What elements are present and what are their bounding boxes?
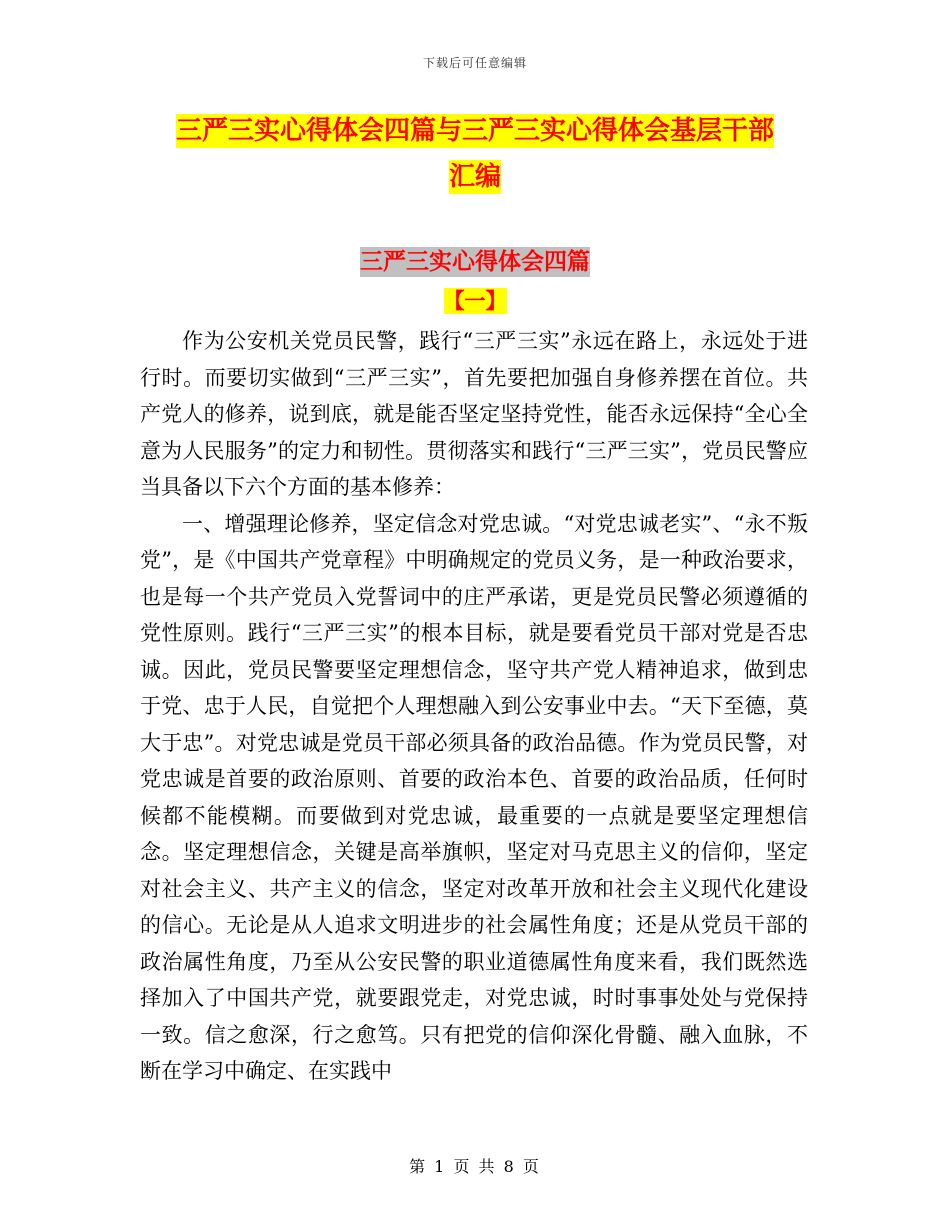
- document-title-text-1: 三严三实心得体会四篇与三严三实心得体会基层干部: [175, 116, 774, 146]
- document-title-line2: [0, 160, 950, 194]
- sub-section-marker: [0, 287, 950, 315]
- page-header: 下载后可任意编辑: [422, 56, 527, 70]
- document-body: [140, 323, 808, 1090]
- sub-section-marker-text: 【一】: [443, 289, 507, 313]
- section-title-text: 三严三实心得体会四篇: [360, 249, 590, 275]
- paragraph-intro: 作为公安机关党员民警，践行“三严三实”永远在路上，永远处于进行时。而要切实做到“三严三实”，首先要把加强自身修养摆在首位。共产党人的修养，说到底，就是能否坚定坚持党性，能否永远保持“全心全意为人民服务”的定力和韧性。贯彻落实和践行“三严三实”，党员民警应当具备以下六个方面的基本修养：: [140, 329, 808, 499]
- document-title-line1: [0, 114, 950, 148]
- paragraph-point-one: 一、增强理论修养，坚定信念对党忠诚。“对党忠诚老实”、“永不叛党”，是《中国共产党章程》中明确规定的党员义务，是一种政治要求，也是每一个共产党员入党誓词中的庄严承诺，更是党员民警必须遵循的党性原则。践行“三严三实”的根本目标，就是要看党员干部对党是否忠诚。因此，党员民警要坚定理想信念，坚守共产党人精神追求，做到忠于党、忠于人民，自觉把个人理想融入到公安事业中去。“天下至德，莫大于忠”。对党忠诚是党员干部必须具备的政治品德。作为党员民警，对党忠诚是首要的政治原则、首要的政治本色、首要的政治品质，任何时候都不能模糊。而要做到对党忠诚，最重要的一点就是要坚定理想信念。坚定理想信念，关键是高举旗帜，坚定对马克思主义的信仰，坚定对社会主义、共产主义的信念，坚定对改革开放和社会主义现代化建设的信心。无论是从人追求文明进步的社会属性角度；还是从党员干部的政治属性角度，乃至从公安民警的职业道德属性角度来看，我们既然选择加入了中国共产党，就要跟党走，对党忠诚，时时事事处处与党保持一致。信之愈深，行之愈笃。只有把党的信仰深化骨髓、融入血脉，不断在学习中确定、在实践中: [140, 511, 808, 1083]
- page-footer: 第 1 页 共 8 页: [409, 1157, 541, 1176]
- document-title-text-2: 汇编: [448, 162, 501, 192]
- section-title: [0, 246, 950, 278]
